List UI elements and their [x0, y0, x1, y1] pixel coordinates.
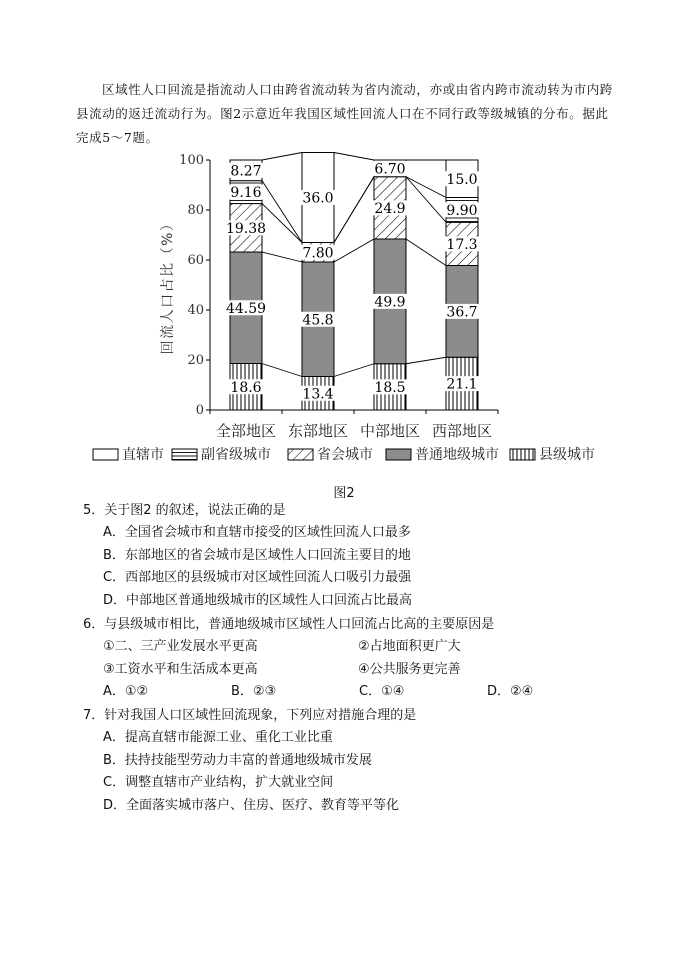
data-label: 21.1: [446, 376, 478, 393]
data-label: 18.6: [230, 379, 262, 396]
x-category-label: 西部地区: [431, 422, 493, 440]
choice-row: [83, 681, 643, 704]
data-label: 18.5: [374, 379, 406, 396]
data-label: 6.70: [374, 161, 406, 178]
x-category-label: 全部地区: [215, 422, 277, 440]
connector-line: [262, 153, 302, 161]
x-category-label: 东部地区: [287, 422, 349, 440]
option-a[interactable]: A．提高直辖市能源工业、重化工业比重: [103, 730, 333, 745]
connector-line: [262, 364, 302, 377]
statement-row: [83, 636, 643, 659]
question-stem: 7．针对我国人口区域性回流现象，下列应对措施合理的是: [83, 708, 417, 723]
legend-label: 直辖市: [122, 447, 164, 463]
data-label: 36.7: [446, 304, 478, 321]
data-label: 19.38: [225, 220, 267, 237]
y-tick-label: 100: [179, 153, 204, 168]
connector-line: [406, 177, 446, 223]
connector-line: [334, 364, 374, 377]
statement-4: ④公共服务更完善: [358, 661, 461, 677]
question-7: [83, 705, 643, 818]
connector-line: [406, 357, 446, 364]
data-label: 17.3: [446, 236, 478, 253]
question-6: [83, 614, 643, 704]
option-d[interactable]: D．中部地区普通地级城市的区域性人口回流占比最高: [103, 593, 413, 609]
y-tick-label: 40: [187, 303, 204, 318]
choice-a[interactable]: A．①②: [103, 684, 149, 700]
connector-line: [406, 239, 446, 266]
x-category-label: 中部地区: [359, 422, 421, 440]
connector-line: [406, 177, 446, 198]
option-c[interactable]: C．西部地区的县级城市对区域性回流人口吸引力最强: [103, 570, 412, 586]
connector-line: [262, 252, 302, 262]
legend-swatch: [386, 449, 411, 460]
legend-swatch: [172, 449, 197, 460]
choice-b[interactable]: B．②③: [231, 684, 277, 700]
legend-label: 副省级城市: [201, 447, 271, 463]
connector-line: [334, 239, 374, 262]
y-tick-label: 60: [187, 253, 204, 268]
option-b[interactable]: B．扶持技能型劳动力丰富的普通地级城市发展: [103, 752, 372, 768]
statement-1: ①二、三产业发展水平更高: [103, 639, 258, 654]
choice-d[interactable]: D．②④: [487, 684, 534, 700]
legend-label: 省会城市: [317, 447, 373, 463]
legend-swatch: [510, 449, 535, 460]
data-label: 49.9: [374, 294, 406, 311]
y-axis-title: 回流人口占比（%）: [160, 215, 176, 355]
legend-label: 普通地级城市: [415, 447, 499, 463]
question-stem: 5．关于图2 的叙述，说法正确的是: [83, 503, 286, 518]
data-label: 13.4: [302, 386, 334, 403]
data-label: 36.0: [302, 190, 334, 207]
y-tick-label: 0: [195, 403, 204, 418]
data-label: 45.8: [302, 312, 334, 329]
data-label: 9.16: [230, 185, 262, 202]
option-a[interactable]: A．全国省会城市和直辖市接受的区域性回流人口最多: [103, 525, 411, 540]
data-label: 7.80: [302, 245, 334, 262]
data-label: 9.90: [446, 202, 478, 219]
option-d[interactable]: D．全面落实城市落户、住房、医疗、教育等平等化: [103, 798, 400, 814]
option-b[interactable]: B．东部地区的省会城市是区域性人口回流主要目的地: [103, 547, 411, 563]
connector-line: [334, 153, 374, 161]
data-label: 24.9: [374, 200, 406, 217]
data-label: 15.0: [446, 171, 478, 188]
statement-3: ③工资水平和生活成本更高: [103, 661, 258, 677]
option-c[interactable]: C．调整直辖市产业结构，扩大就业空间: [103, 775, 334, 791]
legend-label: 县级城市: [539, 447, 595, 463]
question-5: [83, 500, 643, 613]
choice-c[interactable]: C．①④: [359, 684, 405, 700]
legend-swatch: [93, 449, 118, 460]
intro-paragraph: 区域性人口回流是指流动人口由跨省流动转为省内流动，亦或由省内跨市流动转为市内跨县流动的返迁流动行为。图2示意近年我国区域性回流人口在不同行政等级城镇的分布。据此完成5～7题。: [76, 82, 613, 145]
y-tick-label: 20: [187, 353, 204, 368]
legend-swatch: [288, 449, 313, 460]
stacked-bar-chart: [0, 0, 688, 480]
statement-2: ②占地面积更广大: [358, 639, 461, 654]
connector-line: [334, 177, 374, 243]
figure-caption: 图2: [333, 486, 355, 501]
statement-row: [83, 659, 643, 682]
data-label: 8.27: [230, 163, 262, 180]
y-tick-label: 80: [187, 203, 204, 218]
data-label: 44.59: [225, 300, 267, 317]
question-stem: 6．与县级城市相比，普通地级城市区域性人口回流占比高的主要原因是: [83, 617, 495, 632]
